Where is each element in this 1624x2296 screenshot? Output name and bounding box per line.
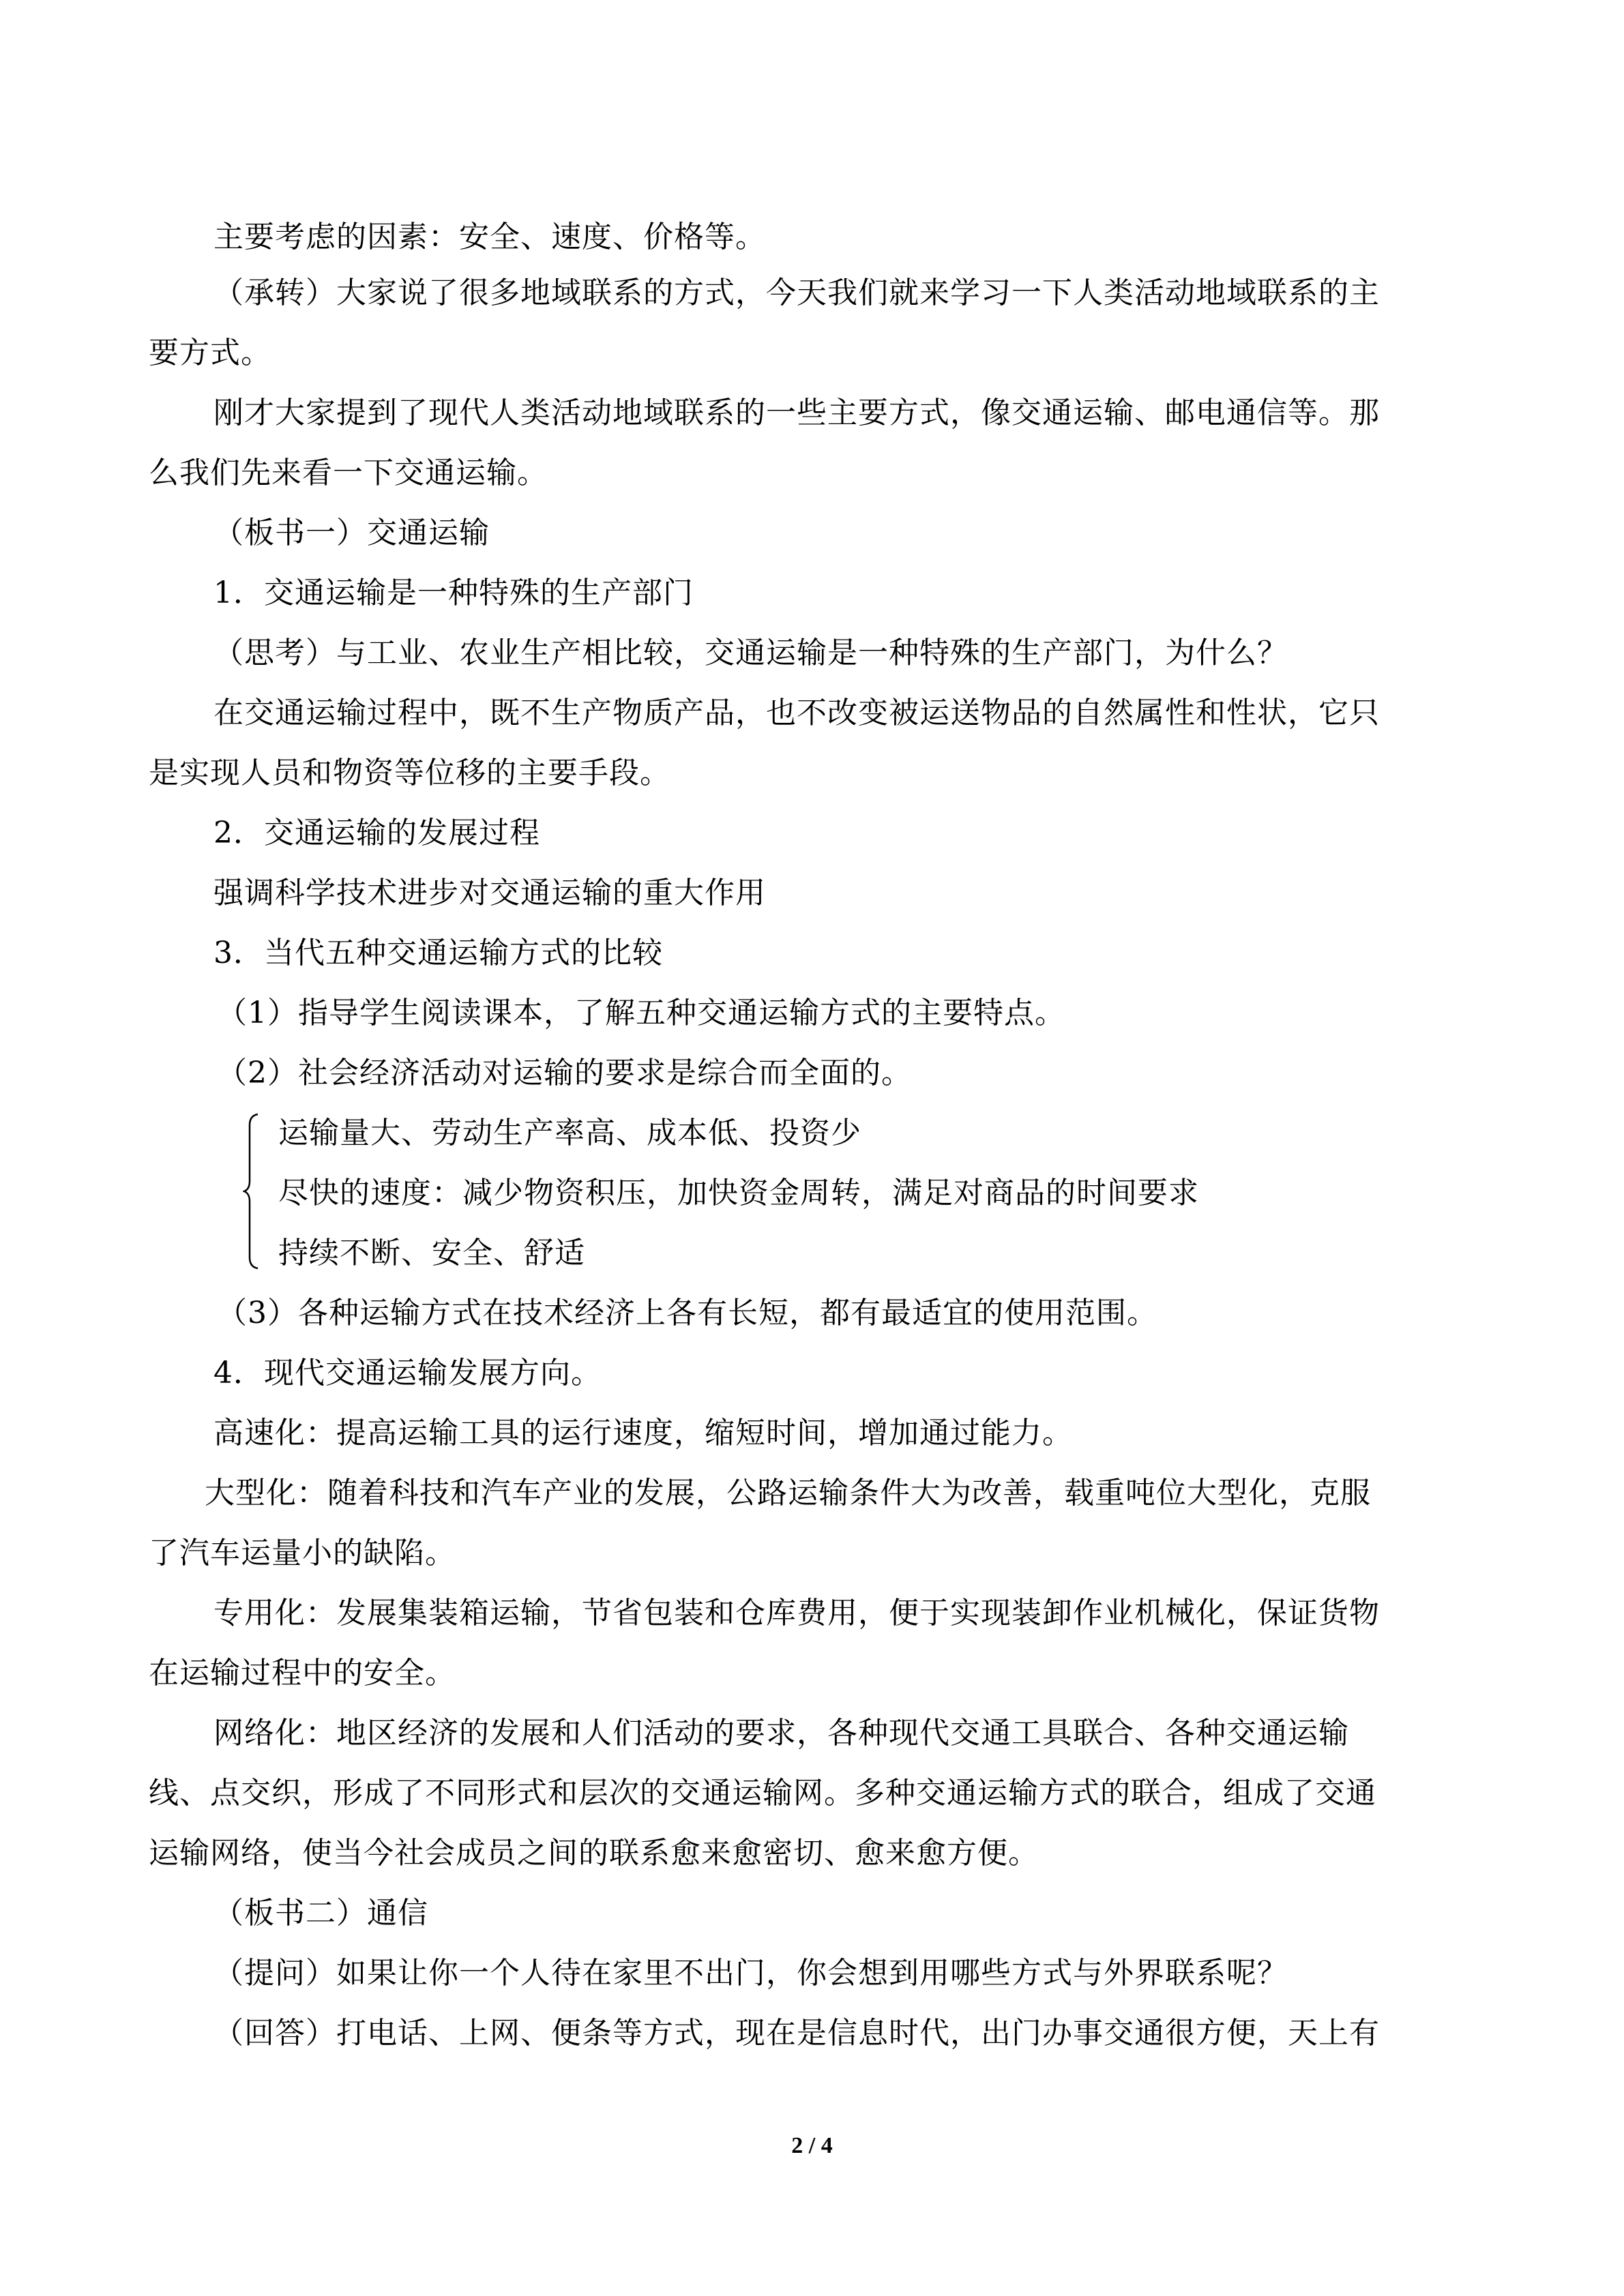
text-line: （思考）与工业、农业生产相比较，交通运输是一种特殊的生产部门，为什么？ [213,636,1288,670]
text-line: （回答）打电话、上网、便条等方式，现在是信息时代，出门办事交通很方便，天上有 [213,2016,1380,2051]
text-line: 刚才大家提到了现代人类活动地域联系的一些主要方式，像交通运输、邮电通信等。那 [213,396,1380,430]
section-heading: （板书二）通信 [213,1896,428,1930]
text-line: 强调科学技术进步对交通运输的重大作用 [213,876,766,910]
text-line: 主要考虑的因素：安全、速度、价格等。 [213,220,766,254]
text-line: （1）指导学生阅读课本，了解五种交通运输方式的主要特点。 [217,996,1065,1030]
brace-item: 持续不断、安全、舒适 [278,1236,585,1270]
text-line: 专用化：发展集装箱运输，节省包装和仓库费用，便于实现装卸作业机械化，保证货物 [213,1596,1380,1630]
text-line: 是实现人员和物资等位移的主要手段。 [149,756,670,790]
text-line: （2）社会经济活动对运输的要求是综合而全面的。 [217,1056,912,1090]
subsection-heading: 1．交通运输是一种特殊的生产部门 [213,576,694,610]
text-line: 大型化：随着科技和汽车产业的发展，公路运输条件大为改善，载重吨位大型化，克服 [205,1476,1371,1510]
text-line: 高速化：提高运输工具的运行速度，缩短时间，增加通过能力。 [213,1416,1073,1450]
text-line: （承转）大家说了很多地域联系的方式，今天我们就来学习一下人类活动地域联系的主 [213,275,1380,310]
text-line: 在运输过程中的安全。 [149,1656,456,1690]
text-line: （提问）如果让你一个人待在家里不出门，你会想到用哪些方式与外界联系呢？ [213,1956,1288,1991]
text-line: （3）各种运输方式在技术经济上各有长短，都有最适宜的使用范围。 [217,1296,1157,1330]
text-line: 网络化：地区经济的发展和人们活动的要求，各种现代交通工具联合、各种交通运输 [213,1716,1349,1750]
brace-symbol [243,1113,263,1270]
brace-item: 运输量大、劳动生产率高、成本低、投资少 [278,1116,861,1150]
page-number: 2 / 4 [791,2133,833,2158]
text-line: 了汽车运量小的缺陷。 [149,1536,456,1570]
text-line: 运输网络，使当今社会成员之间的联系愈来愈密切、愈来愈方便。 [149,1836,1039,1870]
text-line: 要方式。 [149,336,271,370]
subsection-heading: 3．当代五种交通运输方式的比较 [213,936,663,970]
text-line: 么我们先来看一下交通运输。 [149,456,548,490]
subsection-heading: 2．交通运输的发展过程 [213,816,540,850]
text-line: 在交通运输过程中，既不生产物质产品，也不改变被运送物品的自然属性和性状，它只 [213,696,1380,730]
text-line: 线、点交织，形成了不同形式和层次的交通运输网。多种交通运输方式的联合，组成了交通 [149,1776,1376,1810]
section-heading: （板书一）交通运输 [213,516,490,550]
brace-item: 尽快的速度：减少物资积压，加快资金周转，满足对商品的时间要求 [278,1176,1199,1210]
subsection-heading: 4．现代交通运输发展方向。 [213,1356,602,1390]
